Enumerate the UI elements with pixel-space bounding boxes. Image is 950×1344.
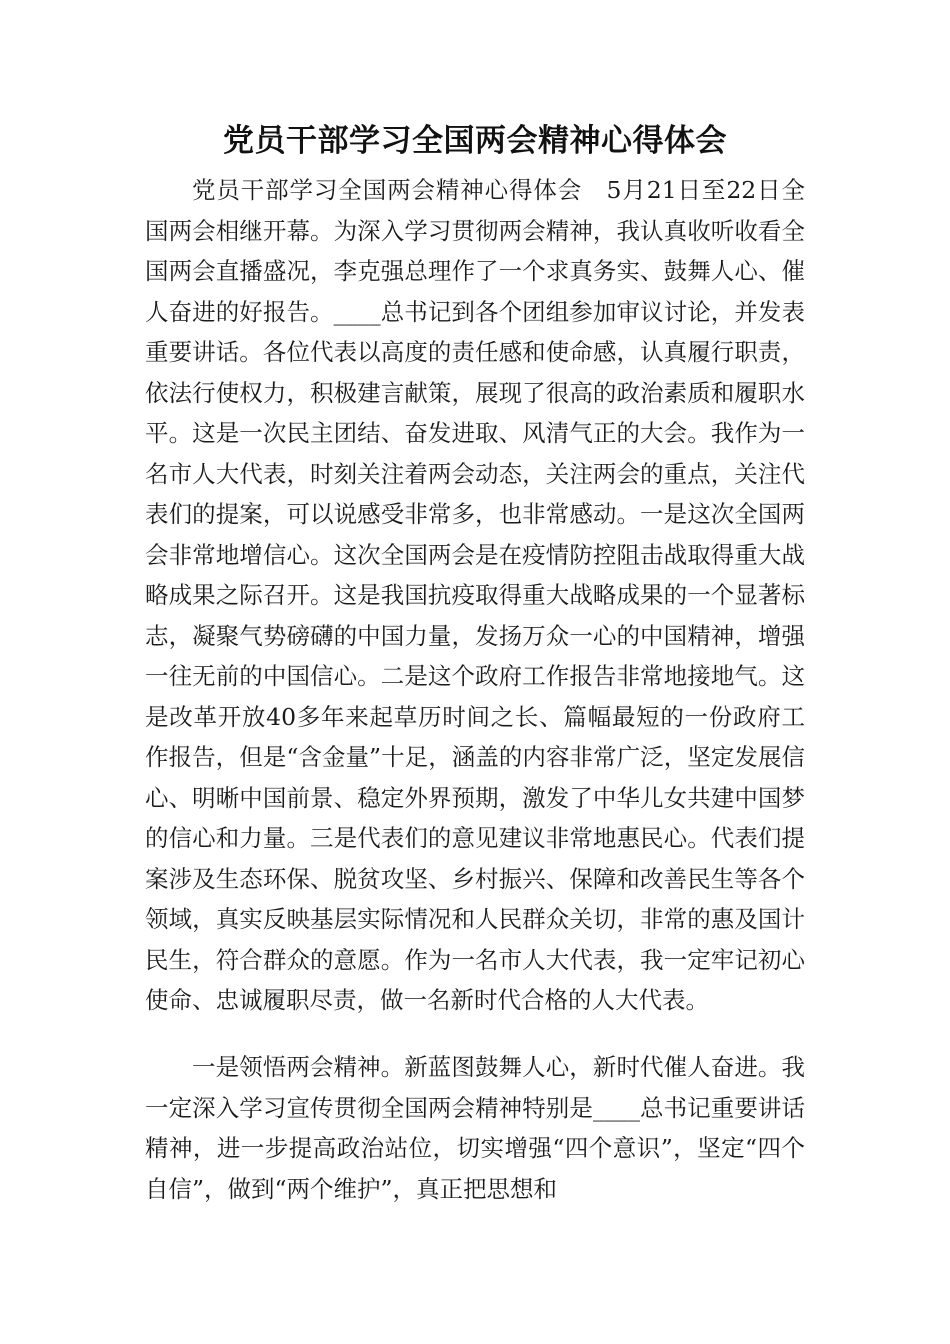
paragraph-1: 党员干部学习全国两会精神心得体会 5月21日至22日全国两会相继开幕。为深入学习贯彻两会精神，我认真收听收看全国两会直播盛况，李克强总理作了一个求真务实、鼓舞人心、催人奋进的好报告。____总书记到各个团组参加审议讨论，并发表重要讲话。各位代表以高度的责任感和使命感，认真履行职责，依法行使权力，积极建言献策，展现了很高的政治素质和履职水平。这是一次民主团结、奋发进取、风清气正的大会。我作为一名市人大代表，时刻关注着两会动态，关注两会的重点，关注代表们的提案，可以说感受非常多，也非常感动。一是这次全国两会非常地增信心。这次全国两会是在疫情防控阻击战取得重大战略成果之际召开。这是我国抗疫取得重大战略成果的一个显著标志，凝聚气势磅礴的中国力量，发扬万众一心的中国精神，增强一往无前的中国信心。二是这个政府工作报告非常地接地气。这是改革开放40多年来起草历时间之长、篇幅最短的一份政府工作报告，但是“含金量”十足，涵盖的内容非常广泛，坚定发展信心、明晰中国前景、稳定外界预期，激发了中华儿女共建中国梦的信心和力量。三是代表们的意见建议非常地惠民心。代表们提案涉及生态环保、脱贫攻坚、乡村振兴、保障和改善民生等各个领域，真实反映基层实际情况和人民群众关切，非常的惠及国计民生，符合群众的意愿。作为一名市人大代表，我一定牢记初心使命、忠诚履职尽责，做一名新时代合格的人大代表。 <box>145 176 805 1014</box>
paragraph-2: 一是领悟两会精神。新蓝图鼓舞人心，新时代催人奋进。我一定深入学习宣传贯彻全国两会精神特别是____总书记重要讲话精神，进一步提高政治站位，切实增强“四个意识”，坚定“四个自信”，做到“两个维护”，真正把思想和 <box>145 1053 805 1203</box>
document-title: 党员干部学习全国两会精神心得体会 <box>223 123 727 159</box>
